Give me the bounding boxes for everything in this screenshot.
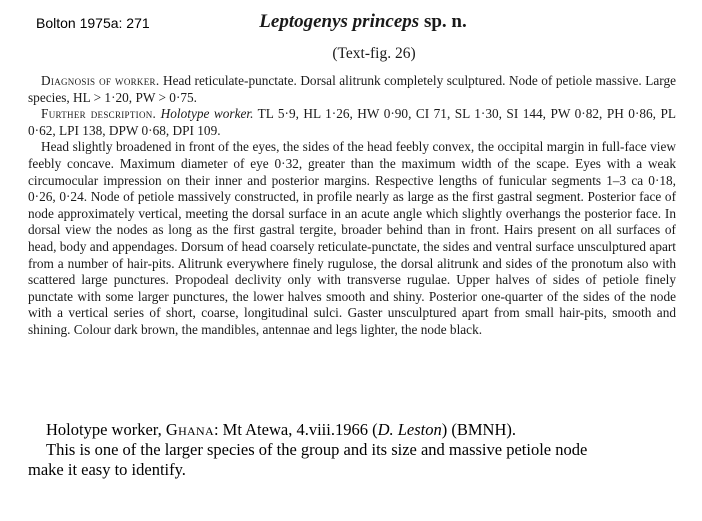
species-name: Leptogenys princeps [259, 11, 420, 32]
citation-reference: Bolton 1975a: 271 [36, 15, 150, 31]
holotype-line [46, 420, 686, 440]
species-title [0, 11, 702, 33]
closing-line-2: make it easy to identify. [28, 460, 186, 479]
new-species-marker: sp. n. [423, 11, 467, 32]
holotype-section [28, 420, 686, 480]
morphology-paragraph: Head slightly broadened in front of the eyes, the sides of the head feebly convex, the occipital margin in full-face view feebly concave. Maximum diameter of eye 0·32, greater than the maximum width of the scape. Eyes with a weak circumocular impression on their inner and posterior margins. Respective lengths of funicular segments 1–3 ca 0·18, 0·26, 0·24. Node of petiole massively constructed, in profile nearly as large as the first gastral segment. Posterior face of node approximately vertical, meeting the dorsal surface in an acute angle which slightly overhangs the posterior face. In dorsal view the nodes as long as the first gastral tergite, broader behind than in front. Hairs present on all surfaces of head, body and appendages. Dorsum of head coarsely reticulate-punctate, the sides and ventral surface unsculptured apart from a number of hair-pits. Alitrunk everywhere finely rugulose, the dorsal alitrunk and sides of the pronotum also with scattered large punctures. Propodeal declivity only with transverse rugulae. Upper halves of sides of petiole finely punctate with some larger punctures, the lower halves smooth and shiny. Posterior one-quarter of the sides of the node with a vertical series of short, coarse, longitudinal sulci. Gaster unsculptured apart from small hair-pits, smooth and shining. Colour dark brown, the mandibles, antennae and legs lighter, the node black. [28, 139, 676, 337]
holotype-prefix: Holotype worker, [46, 420, 162, 439]
holotype-locality: : Mt Atewa, 4.viii.1966 ( [213, 420, 378, 439]
holotype-worker-label: Holotype worker. [160, 106, 254, 122]
holotype-collector: D. Leston [377, 420, 442, 439]
diagnosis-paragraph [28, 73, 676, 106]
holotype-country: Ghana [165, 420, 214, 439]
diagnosis-heading: Diagnosis of worker. [41, 73, 160, 88]
figure-reference: (Text-fig. 26) [332, 45, 416, 62]
holotype-repository: ) (BMNH). [441, 420, 516, 439]
diagnosis-text: Head reticulate-punctate. Dorsal alitrunk completely sculptured. Node of petiole massive. Large species, HL > 1·20, PW > 0·75. [28, 73, 676, 105]
measurements-text: TL 5·9, HL 1·26, HW 0·90, CI 71, SL 1·30, SI 144, PW 0·82, PH 0·86, PL 0·62, LPI 138, DPW 0·68, DPI 109. [28, 106, 677, 138]
further-description-paragraph [28, 106, 676, 139]
further-description-heading: Further description. [41, 106, 157, 122]
closing-line-1: This is one of the larger species of the group and its size and massive petiole node [46, 440, 588, 459]
description-body [28, 73, 676, 339]
